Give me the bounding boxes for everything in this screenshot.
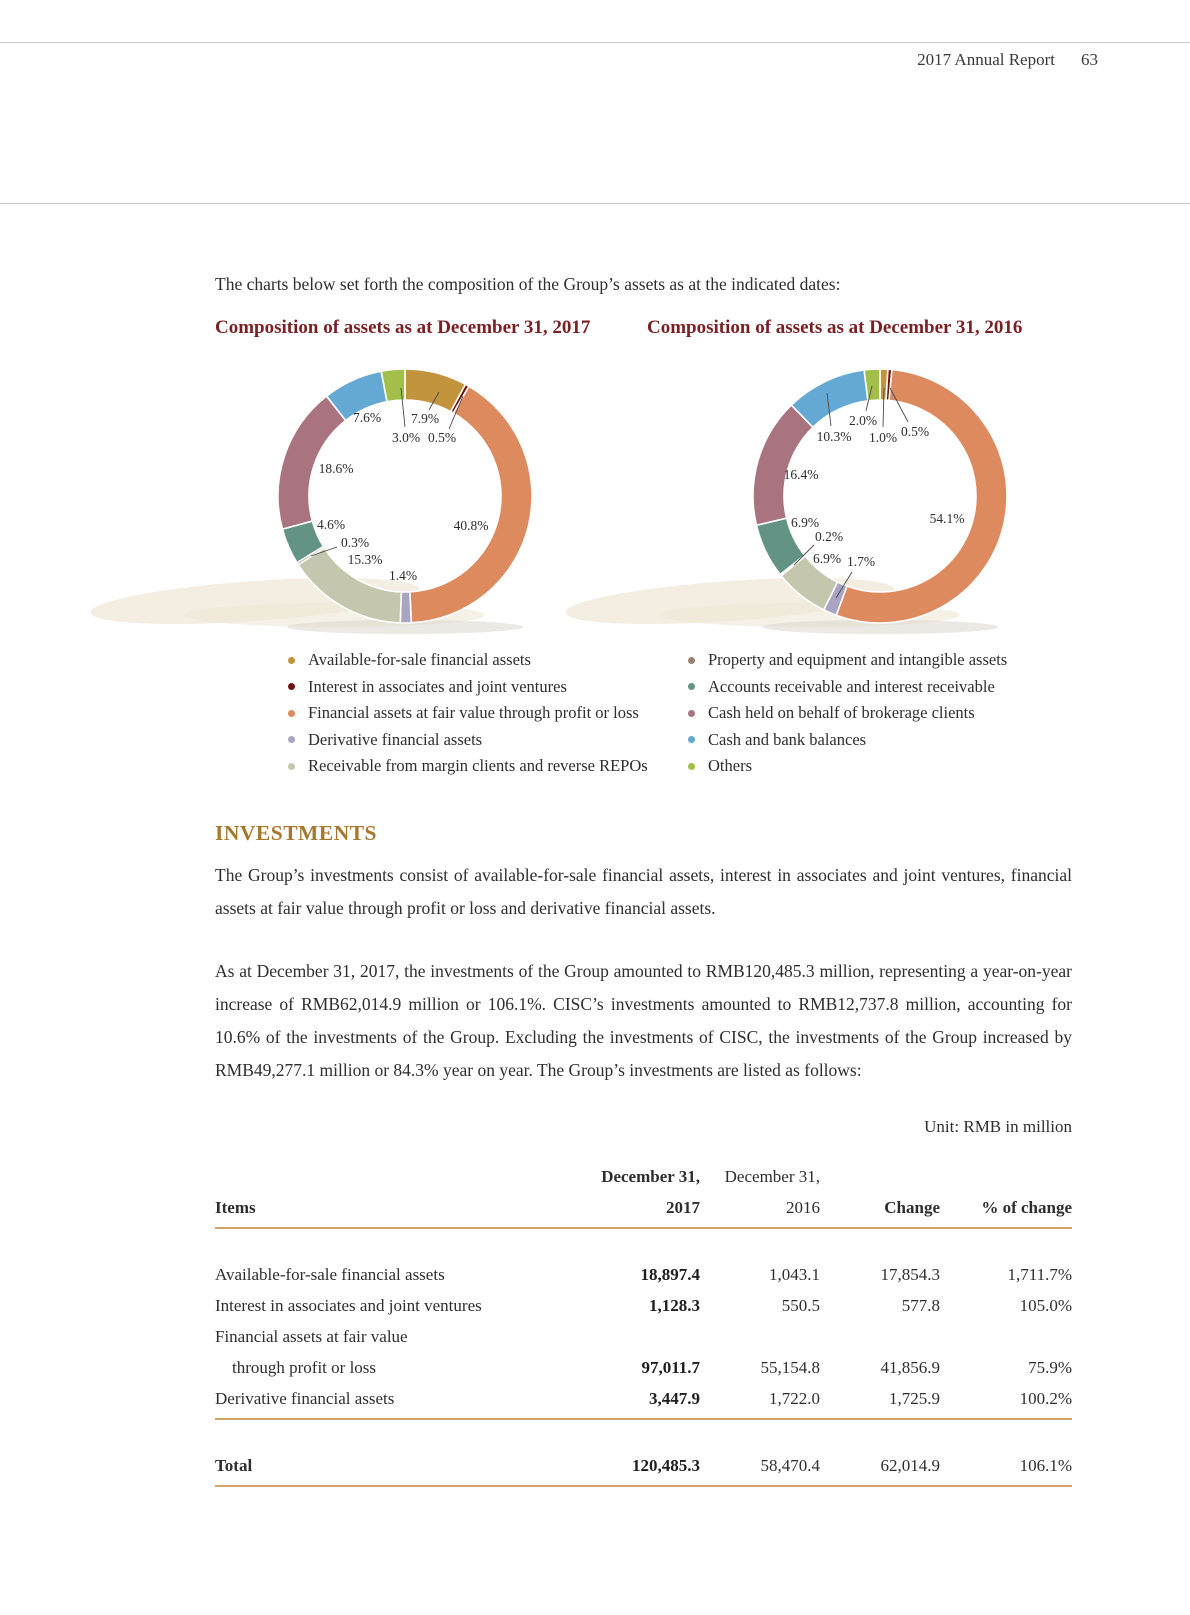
row-2016 <box>700 1321 820 1352</box>
slice-percent-label: 7.9% <box>410 411 440 427</box>
slice-percent-label: 4.6% <box>316 517 346 533</box>
table-row <box>215 1321 1072 1352</box>
row-2017 <box>585 1321 700 1352</box>
row-change <box>820 1321 940 1352</box>
table-header-row-2 <box>215 1192 1072 1223</box>
donut-slice <box>753 405 813 525</box>
total-change: 62,014.9 <box>880 1456 940 1475</box>
legend-item <box>288 727 648 754</box>
table-header-row-1 <box>215 1161 1072 1192</box>
row-change: 17,854.3 <box>880 1265 940 1284</box>
legend-dot <box>288 763 295 770</box>
row-2017: 97,011.7 <box>641 1358 700 1377</box>
col-header-2017: 2017 <box>666 1198 700 1217</box>
legend-dot <box>288 736 295 743</box>
legend-dot <box>688 763 695 770</box>
legend-item <box>688 753 1007 780</box>
slice-percent-label: 2.0% <box>848 413 878 429</box>
row-change: 577.8 <box>901 1296 940 1315</box>
row-label: Available-for-sale financial assets <box>215 1265 445 1284</box>
legend-label: Derivative financial assets <box>308 729 483 749</box>
legend-dot <box>288 657 295 664</box>
row-2017: 1,128.3 <box>649 1296 700 1315</box>
legend-item <box>288 647 648 674</box>
legend-item <box>688 674 1007 701</box>
col-header-dec31-2016: December 31, <box>724 1167 820 1186</box>
row-pct: 75.9% <box>1028 1358 1072 1377</box>
table-row <box>215 1290 1072 1321</box>
legend-column-left <box>288 647 648 780</box>
legend-dot <box>688 657 695 664</box>
slice-percent-label: 54.1% <box>929 511 965 527</box>
row-change: 1,725.9 <box>889 1389 940 1408</box>
slice-percent-label: 1.0% <box>868 430 898 446</box>
total-2017: 120,485.3 <box>632 1456 700 1475</box>
slice-percent-label: 0.5% <box>900 424 930 440</box>
col-header-change: Change <box>884 1198 940 1217</box>
slice-percent-label: 6.9% <box>812 551 842 567</box>
slice-percent-label: 40.8% <box>453 518 489 534</box>
legend-dot <box>288 710 295 717</box>
row-2017: 3,447.9 <box>649 1389 700 1408</box>
col-header-2016: 2016 <box>786 1198 820 1217</box>
legend-label: Cash and bank balances <box>708 729 867 749</box>
page-number: 63 <box>1081 50 1098 69</box>
legend-label: Interest in associates and joint ventures <box>308 676 567 696</box>
chart-title-2017: Composition of assets as at December 31, 2017 <box>215 317 591 338</box>
slice-percent-label: 1.4% <box>388 568 418 584</box>
total-pct: 106.1% <box>1019 1456 1072 1475</box>
row-pct: 1,711.7% <box>1007 1265 1072 1284</box>
legend-item <box>688 647 1007 674</box>
table-row <box>215 1259 1072 1290</box>
legend-column-right <box>688 647 1007 780</box>
col-header-pct-change: % of change <box>981 1198 1072 1217</box>
chart-legend <box>215 647 1072 787</box>
investments-paragraph-1: The Group’s investments consist of available-for-sale financial assets, interest in associates and joint ventures, financial assets at fair value through profit or loss and derivative financial assets. <box>215 865 1072 918</box>
donut-chart-2017 <box>215 363 595 645</box>
slice-percent-label: 15.3% <box>347 552 383 568</box>
row-pct: 105.0% <box>1019 1296 1072 1315</box>
row-pct: 100.2% <box>1019 1389 1072 1408</box>
table-bottom-rule <box>215 1485 1072 1487</box>
row-label: through profit or loss <box>232 1358 377 1377</box>
row-label: Financial assets at fair value <box>215 1327 408 1346</box>
legend-item <box>688 700 1007 727</box>
slice-percent-label: 7.6% <box>352 410 382 426</box>
slice-percent-label: 0.3% <box>340 535 370 551</box>
slice-percent-label: 0.2% <box>814 529 844 545</box>
report-title: 2017 Annual Report <box>917 50 1055 69</box>
legend-label: Cash held on behalf of brokerage clients <box>708 703 975 723</box>
page-content <box>215 0 1072 1487</box>
row-change: 41,856.9 <box>880 1358 940 1377</box>
chart-title-2016: Composition of assets as at December 31, 2016 <box>647 317 1023 338</box>
table-unit-note: Unit: RMB in million <box>924 1117 1072 1136</box>
legend-label: Property and equipment and intangible assets <box>708 650 1008 670</box>
donut-chart-2016 <box>690 363 1070 645</box>
row-2016: 550.5 <box>781 1296 820 1315</box>
row-label: Derivative financial assets <box>215 1389 395 1408</box>
row-2016: 55,154.8 <box>760 1358 820 1377</box>
legend-label: Others <box>708 756 752 776</box>
table-row <box>215 1383 1072 1414</box>
legend-item <box>288 753 648 780</box>
slice-percent-label: 3.0% <box>391 430 421 446</box>
legend-dot <box>688 683 695 690</box>
slice-percent-label: 10.3% <box>816 429 852 445</box>
row-2016: 1,043.1 <box>769 1265 820 1284</box>
row-2016: 1,722.0 <box>769 1389 820 1408</box>
total-2016: 58,470.4 <box>760 1456 820 1475</box>
row-pct <box>940 1321 1072 1352</box>
legend-label: Available-for-sale financial assets <box>308 650 531 670</box>
investments-table <box>215 1161 1072 1487</box>
row-2017: 18,897.4 <box>640 1265 700 1284</box>
row-label: Interest in associates and joint ventures <box>215 1296 482 1315</box>
table-total-row <box>215 1450 1072 1481</box>
table-row <box>215 1352 1072 1383</box>
legend-item <box>688 727 1007 754</box>
slice-percent-label: 6.9% <box>790 515 820 531</box>
legend-dot <box>688 736 695 743</box>
slice-percent-label: 18.6% <box>318 461 354 477</box>
legend-dot <box>688 710 695 717</box>
chart-titles-row <box>215 317 1072 351</box>
slice-percent-label: 16.4% <box>783 467 819 483</box>
col-header-items: Items <box>215 1198 256 1217</box>
intro-paragraph: The charts below set forth the composition of the Group’s assets as at the indicated dates: <box>215 274 841 294</box>
slice-percent-label: 1.7% <box>846 554 876 570</box>
col-header-dec31-2017: December 31, <box>601 1167 700 1186</box>
slice-percent-label: 0.5% <box>427 430 457 446</box>
investments-heading: INVESTMENTS <box>215 821 378 845</box>
total-label: Total <box>215 1456 253 1475</box>
legend-item <box>288 700 648 727</box>
legend-label: Receivable from margin clients and reverse REPOs <box>308 756 648 776</box>
legend-label: Financial assets at fair value through profit or loss <box>308 703 639 723</box>
legend-dot <box>288 683 295 690</box>
legend-item <box>288 674 648 701</box>
charts-row <box>215 363 1072 645</box>
investments-paragraph-2: As at December 31, 2017, the investments of the Group amounted to RMB120,485.3 million, representing a year-on-year increase of RMB62,014.9 million or 106.1%. CISC’s investments amounted to RMB12,737.8 million, accounting for 10.6% of the investments of the Group. Excluding the investments of CISC, the investments of the Group increased by RMB49,277.1 million or 84.3% year on year. The Group’s investments are listed as follows: <box>215 961 1072 1080</box>
legend-label: Accounts receivable and interest receivable <box>708 676 995 696</box>
